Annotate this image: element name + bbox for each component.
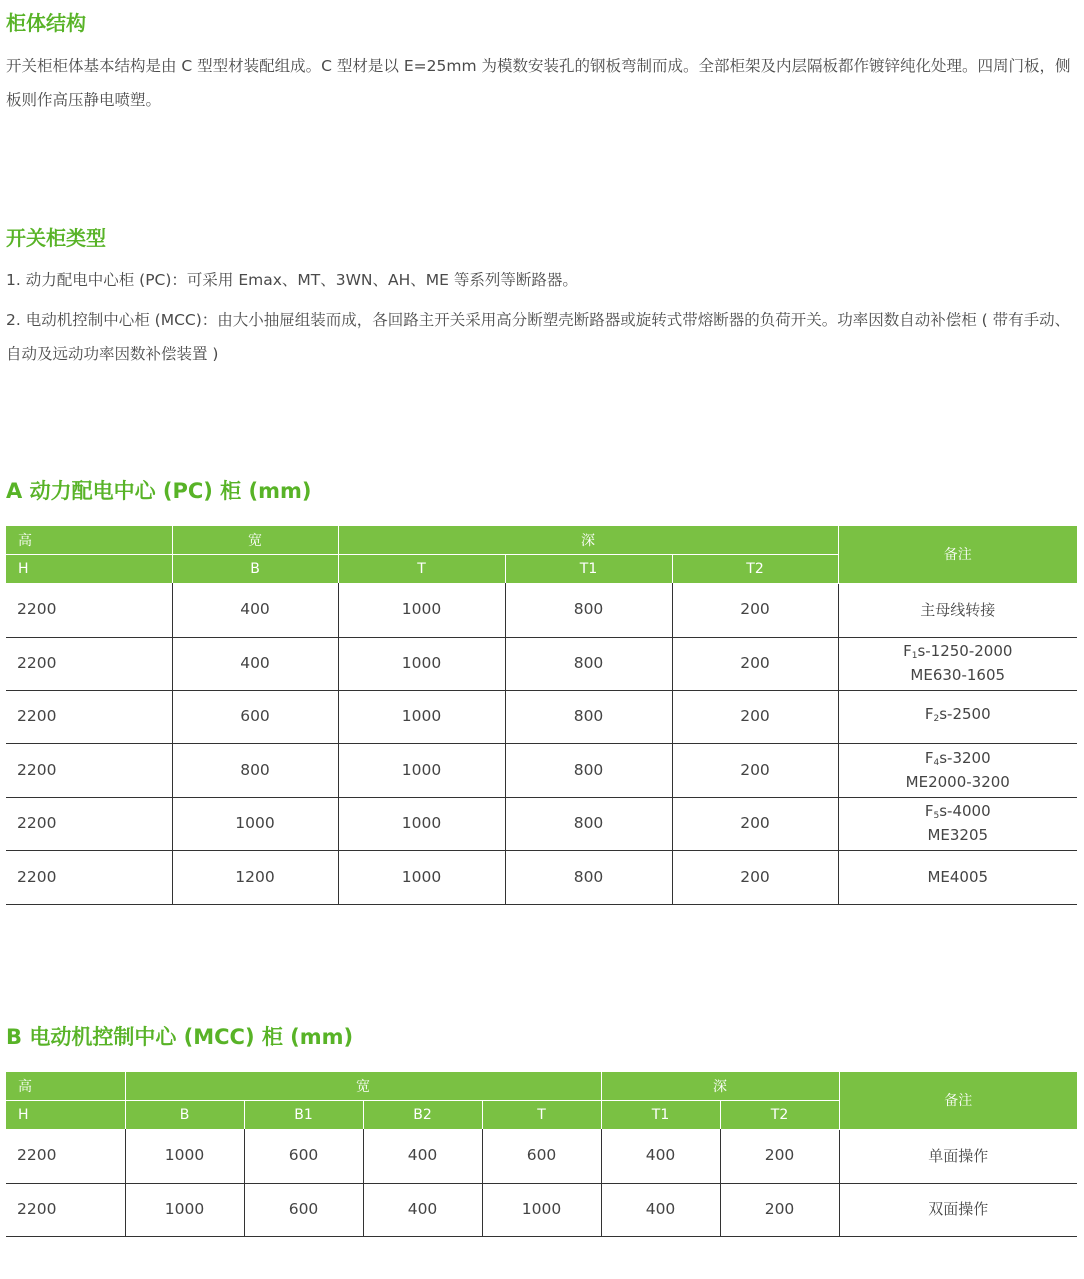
header-b1: B1	[244, 1101, 363, 1130]
cell-b: 800	[172, 743, 338, 797]
table-b-heading: B 电动机控制中心 (MCC) 柜 (mm)	[6, 1025, 354, 1049]
cell-b1: 600	[244, 1183, 363, 1236]
cell-b: 1000	[125, 1129, 244, 1183]
header-t2: T2	[720, 1101, 839, 1130]
header-t2: T2	[672, 555, 838, 584]
table-row	[6, 797, 1077, 850]
table-a-header-row-1	[6, 526, 1077, 555]
cell-h: 2200	[6, 690, 172, 743]
structure-paragraph: 开关柜柜体基本结构是由 C 型型材装配组成。C 型材是以 E=25mm 为模数安装孔的钢板弯制而成。全部柜架及内层隔板都作镀锌纯化处理。四周门板，侧板则作高压静电喷塑。	[6, 57, 1071, 109]
cell-t1: 800	[505, 850, 672, 904]
cell-b: 600	[172, 690, 338, 743]
note-line: $F_2s-2500$	[924, 704, 991, 724]
cell-note: 双面操作	[839, 1183, 1077, 1236]
header-h: H	[6, 1101, 125, 1130]
cell-note	[838, 797, 1077, 850]
cell-note: 单面操作	[839, 1129, 1077, 1183]
cell-b: 1200	[172, 850, 338, 904]
cell-b: 1000	[172, 797, 338, 850]
table-row	[6, 1129, 1077, 1183]
types-item-1: 1. 动力配电中心柜 (PC)：可采用 Emax、MT、3WN、AH、ME 等系列等断路器。	[6, 271, 578, 289]
cell-t: 1000	[338, 743, 505, 797]
types-heading: 开关柜类型	[6, 226, 106, 250]
cell-t: 1000	[338, 583, 505, 637]
table-row	[6, 850, 1077, 904]
header-t: T	[338, 555, 505, 584]
header-note: 备注	[838, 526, 1077, 583]
header-width: 宽	[125, 1072, 601, 1101]
cell-t: 1000	[338, 797, 505, 850]
cell-b: 1000	[125, 1183, 244, 1236]
header-depth: 深	[338, 526, 838, 555]
note-line: $F_5s-4000$	[924, 802, 991, 821]
cell-t2: 200	[720, 1129, 839, 1183]
cell-t2: 200	[672, 637, 838, 690]
note-line: $F_4s-3200$	[924, 748, 991, 768]
table-row	[6, 743, 1077, 797]
cell-t1: 400	[601, 1183, 720, 1236]
header-t1: T1	[601, 1101, 720, 1130]
cell-b: 400	[172, 583, 338, 637]
cell-note: 主母线转接	[838, 583, 1077, 637]
table-row	[6, 637, 1077, 690]
types-item-2: 2. 电动机控制中心柜 (MCC)：由大小抽屉组装而成，各回路主开关采用高分断塑壳断路器或旋转式带熔断器的负荷开关。功率因数自动补偿柜 ( 带有手动、自动及远动功率因数补偿装置 )	[6, 311, 1071, 363]
cell-h: 2200	[6, 850, 172, 904]
cell-b2: 400	[363, 1183, 482, 1236]
header-h: H	[6, 555, 172, 584]
cell-t2: 200	[720, 1183, 839, 1236]
table-b-header-row-1	[6, 1072, 1077, 1101]
cell-h: 2200	[6, 583, 172, 637]
cell-t2: 200	[672, 743, 838, 797]
note-line: ME630-1605	[910, 666, 1006, 684]
table-a-heading: A 动力配电中心 (PC) 柜 (mm)	[6, 479, 312, 503]
cell-t1: 800	[505, 637, 672, 690]
note-line: ME3205	[927, 826, 989, 844]
cell-t: 600	[482, 1129, 601, 1183]
table-row	[6, 1183, 1077, 1236]
cell-note: ME4005	[838, 850, 1077, 904]
cell-t1: 800	[505, 797, 672, 850]
cell-t2: 200	[672, 850, 838, 904]
table-row	[6, 583, 1077, 637]
table-b	[6, 1072, 1077, 1237]
cell-b2: 400	[363, 1129, 482, 1183]
note-line: ME2000-3200	[905, 772, 1010, 791]
cell-t: 1000	[482, 1183, 601, 1236]
header-high: 高	[6, 1072, 125, 1101]
cell-h: 2200	[6, 797, 172, 850]
cell-h: 2200	[6, 1129, 125, 1183]
cell-t: 1000	[338, 637, 505, 690]
header-t1: T1	[505, 555, 672, 584]
cell-t: 1000	[338, 850, 505, 904]
cell-t1: 800	[505, 690, 672, 743]
cell-t1: 400	[601, 1129, 720, 1183]
cell-t2: 200	[672, 797, 838, 850]
cell-t: 1000	[338, 690, 505, 743]
header-b2: B2	[363, 1101, 482, 1130]
table-a	[6, 526, 1077, 905]
table-row	[6, 690, 1077, 743]
cell-t1: 800	[505, 583, 672, 637]
cell-note	[838, 637, 1077, 690]
header-high: 高	[6, 526, 172, 555]
header-t: T	[482, 1101, 601, 1130]
structure-heading: 柜体结构	[6, 11, 86, 35]
cell-h: 2200	[6, 743, 172, 797]
cell-h: 2200	[6, 637, 172, 690]
cell-t2: 200	[672, 690, 838, 743]
header-b: B	[172, 555, 338, 584]
header-width: 宽	[172, 526, 338, 555]
cell-t2: 200	[672, 583, 838, 637]
cell-note	[838, 743, 1077, 797]
cell-h: 2200	[6, 1183, 125, 1236]
header-note: 备注	[839, 1072, 1077, 1129]
cell-t1: 800	[505, 743, 672, 797]
header-b: B	[125, 1101, 244, 1130]
header-depth: 深	[601, 1072, 839, 1101]
cell-b1: 600	[244, 1129, 363, 1183]
cell-b: 400	[172, 637, 338, 690]
cell-note	[838, 690, 1077, 743]
note-line: $F_1s-1250-2000$	[903, 642, 1013, 661]
